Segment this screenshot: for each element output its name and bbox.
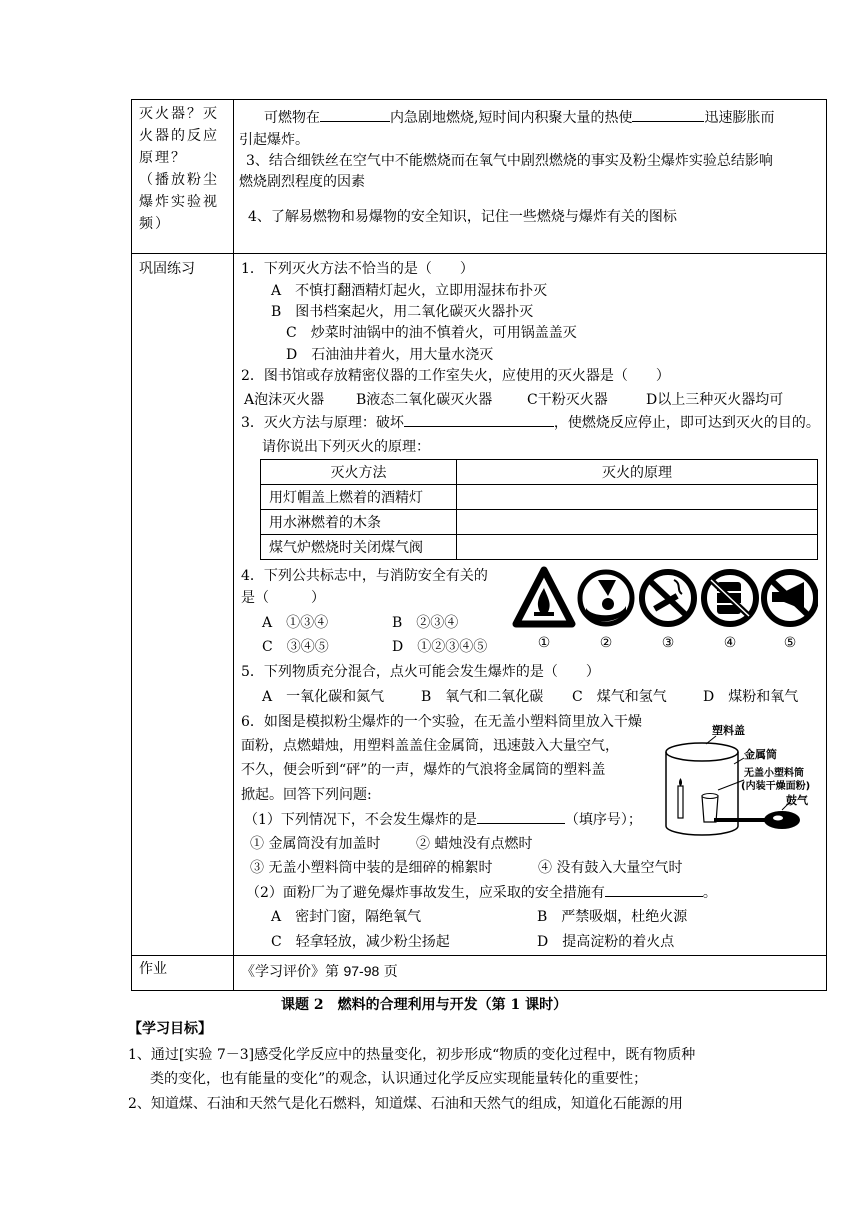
left-cell-homework: 作业 [139,961,167,977]
column-divider [233,99,234,991]
q2-option-a: A泡沫灭火器 [244,392,325,408]
q2-stem: 2．图书馆或存放精密仪器的工作室失火，应使用的灭火器是（ ） [241,368,670,384]
blank [605,884,703,897]
left-cell-line: 灭火器？灭 [139,106,219,122]
q3-stem [241,412,820,432]
table-cell-method: 用水淋燃着的木条 [261,510,457,535]
q1-option-c: C 炒菜时油锅中的油不慎着火，可用锅盖盖灭 [286,325,577,341]
figure-label-cup: 无盖小塑料筒 [744,768,804,779]
extinguish-table [260,459,818,560]
q6-line2: 面粉，点燃蜡烛，用塑料盖盖住金属筒，迅速鼓入大量空气， [241,738,619,754]
text: 《学习评价》第 [241,964,339,980]
q6-option-c: C 轻拿轻放，减少粉尘扬起 [271,934,450,950]
blank [404,414,554,427]
text: 。 [702,885,717,901]
q5-option-d: D 煤粉和氧气 [703,689,799,705]
figure-label-lid: 塑料盖 [712,724,745,737]
q6-option-b: B 严禁吸烟，杜绝火源 [537,909,688,925]
blank [477,811,565,824]
q5-option-c: C 煤气和氢气 [572,689,667,705]
q6-case-4: ④ 没有鼓入大量空气时 [538,860,683,876]
table-cell-principle[interactable] [457,485,818,510]
objective-1a: 1、通过[实验 7－3]感受化学反应中的热量变化，初步形成“物质的变化过程中，既有物质种 [128,1047,696,1063]
q6-case-2: ② 蜡烛没有点燃时 [416,836,533,852]
q2-option-b: B液态二氧化碳灭火器 [356,392,493,408]
table-header-principle: 灭火的原理 [457,460,818,485]
q4-option-b: B ②③④ [392,615,459,631]
row1-line1 [264,107,774,127]
q4-option-d: D ①②③④⑤ [392,639,488,655]
blank [320,109,390,122]
text: （填序号）； [564,812,642,828]
dust-explosion-figure [658,724,820,842]
sign-label: ④ [723,635,737,651]
table-header-method: 灭火方法 [261,460,457,485]
table-cell-principle[interactable] [457,510,818,535]
left-cell-text [139,103,219,235]
text: （2）面粉厂为了避免爆炸事故发生，应采取的安全措施有 [246,885,605,901]
q4-option-c: C ③④⑤ [262,639,329,655]
objective-1b: 类的变化，也有能量的变化”的观念，认识通过化学反应实现能量转化的重要性； [150,1071,648,1087]
sign-label: ⑤ [783,635,797,651]
left-cell-line: （播放粉尘 [139,172,219,188]
page-range: 97-98 [343,963,380,979]
q6-part2 [246,882,717,902]
left-cell-line: 频） [139,216,171,232]
figure-label-air: 鼓气 [786,794,808,807]
q5-option-a: A 一氧化碳和氮气 [262,689,385,705]
row-divider-1 [131,253,827,254]
safety-signs-figure [512,566,818,654]
no-smoking-sign-icon [642,572,694,624]
q1-stem: 1．下列灭火方法不恰当的是（ ） [241,261,474,277]
q1-option-b: B 图书档案起火，用二氧化碳灭火器扑灭 [271,304,534,320]
sign-label: ② [599,635,613,651]
q6-line1: 6．如图是模拟粉尘爆炸的一个实验，在无盖小塑料筒里放入干燥 [241,714,642,730]
sign-label: ③ [661,635,675,651]
sign-label: ① [537,635,551,651]
q3-sub: 请你说出下列灭火的原理： [262,439,430,455]
left-cell-line: 爆炸实验视 [139,194,219,210]
text: ，使燃烧反应停止，即可达到灭火的目的。 [553,415,820,431]
flammable-sign-icon [516,570,572,624]
left-cell-line: 火器的反应 [139,128,219,144]
row1-line5: 4、了解易燃物和易爆物的安全知识，记住一些燃烧与爆炸有关的图标 [248,209,677,225]
q1-option-a: A 不慎打翻酒精灯起火，立即用湿抹布扑灭 [271,283,548,299]
table-cell-principle[interactable] [457,535,818,560]
left-cell-line: 原理？ [139,150,187,166]
table-cell-method: 煤气炉燃烧时关闭煤气阀 [261,535,457,560]
corrosive-sign-icon [580,572,632,624]
q6-part1 [244,809,642,829]
lesson-title: 课题 2 燃料的合理利用与开发（第 1 课时） [281,997,568,1013]
q4-option-a: A ①③④ [262,615,329,631]
text: （1）下列情况下，不会发生爆炸的是 [244,812,477,828]
no-fuel-storage-sign-icon [704,572,756,624]
q6-line4: 掀起。回答下列问题: [241,787,372,803]
row1-line3: 3、结合细铁丝在空气中不能燃烧而在氧气中剧烈燃烧的事实及粉尘爆炸实验总结影响 [246,153,773,169]
table-row [261,485,818,510]
blank [632,109,704,122]
row-divider-2 [131,955,827,956]
text: 3．灭火方法与原理：破坏 [241,415,404,431]
q4-stem-2: 是（ ） [241,590,325,606]
table-cell-method: 用灯帽盖上燃着的酒精灯 [261,485,457,510]
q4-stem-1: 4．下列公共标志中，与消防安全有关的 [241,568,488,584]
q6-line3: 不久，便会听到“砰”的一声，爆炸的气浪将金属筒的塑料盖 [241,762,606,778]
objectives-heading: 【学习目标】 [128,1021,212,1037]
table-row [261,535,818,560]
no-honking-sign-icon [764,572,816,624]
q6-case-3: ③ 无盖小塑料筒中装的是细碎的棉絮时 [250,860,493,876]
row1-line4: 燃烧剧烈程度的因素 [239,174,365,190]
q2-option-c: C干粉灭火器 [527,392,608,408]
text: 迅速膨胀而 [704,110,775,126]
q5-option-b: B 氧气和二氧化碳 [421,689,544,705]
q6-option-a: A 密封门窗，隔绝氧气 [271,909,422,925]
q6-option-d: D 提高淀粉的着火点 [537,934,675,950]
figure-label-can: 金属筒 [744,748,777,761]
text: 页 [383,964,398,980]
q6-case-1: ① 金属筒没有加盖时 [250,836,381,852]
figure-label-cup-content: (内装干燥面粉) [741,781,811,792]
text: 内急剧地燃烧,短时间内积聚大量的热使 [390,110,633,126]
left-cell-practice: 巩固练习 [139,261,195,277]
table-row [261,510,818,535]
objective-2: 2、知道煤、石油和天然气是化石燃料，知道煤、石油和天然气的组成，知道化石能源的用 [128,1096,683,1112]
q5-stem: 5．下列物质充分混合，点火可能会发生爆炸的是（ ） [241,664,600,680]
q2-option-d: D以上三种灭火器均可 [646,392,784,408]
text: 可燃物在 [264,110,320,126]
q1-option-d: D 石油油井着火，用大量水浇灭 [286,347,494,363]
homework-text [241,961,398,981]
table-header-row [261,460,818,485]
row1-line2: 引起爆炸。 [239,132,309,148]
